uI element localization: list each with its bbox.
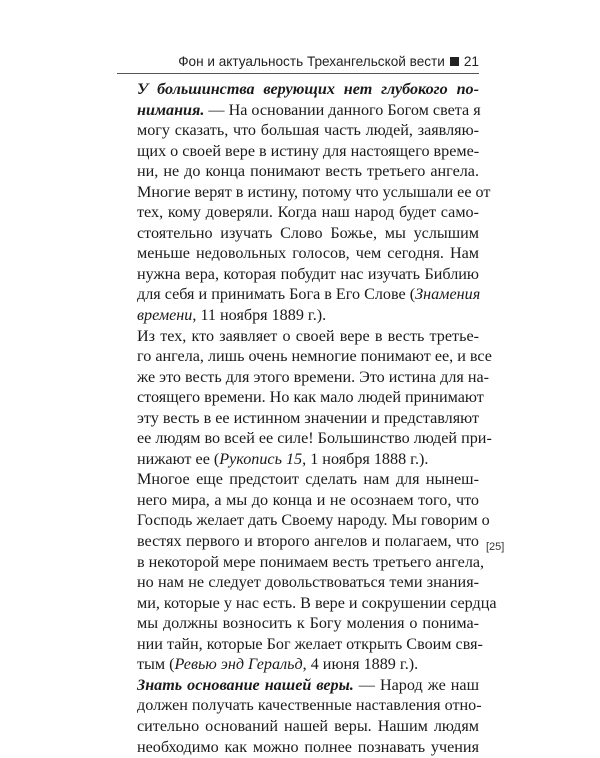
square-bullet-icon: [450, 57, 459, 66]
lead-phrase: Знать основание нашей веры.: [137, 677, 354, 694]
text-line: Многие верят в истину, потому что услышали ее от: [117, 183, 479, 204]
text-line: стоятельно изучать Слово Божье, мы услышим: [117, 224, 479, 245]
running-head: [117, 50, 479, 72]
text-line: должен получать качественные наставления отно-: [117, 696, 479, 717]
paragraph-3: [117, 470, 479, 675]
text-line: нии тайн, которые Бог желает открыть Своим свя-: [117, 635, 479, 656]
text-line: тым (Ревью энд Геральд, 4 июня 1889 г.).: [117, 655, 479, 676]
text-line: Господь желает дать Своему народу. Мы говорим о: [117, 511, 479, 532]
text-line: Знать основание нашей веры. — Народ же наш: [117, 676, 479, 697]
text-line: в некоторой мере понимаем весть третьего ангела,: [117, 553, 479, 574]
lead-phrase: нимания.: [137, 102, 204, 119]
margin-page-reference: [25]: [486, 541, 504, 553]
lead-phrase: У большинства верующих нет глубокого по-: [137, 81, 479, 98]
paragraph-4: [117, 676, 479, 758]
text-line: времени, 11 ноября 1889 г.).: [117, 306, 479, 327]
running-head-title: Фон и актуальность Трехангельской вести: [178, 54, 445, 69]
source-title: времени: [137, 307, 192, 324]
text-line: меньше недовольных голосов, чем сегодня. Нам: [117, 244, 479, 265]
text-line: нижают ее (Рукопись 15, 1 ноября 1888 г.).: [117, 450, 479, 471]
text-line: ее людям во всей ее силе! Большинство людей при-: [117, 429, 479, 450]
source-title: Ревью энд Геральд: [175, 656, 303, 673]
text-line: нимания. — На основании данного Богом света я: [117, 101, 479, 122]
text-line: же это весть для этого времени. Это истина для на-: [117, 368, 479, 389]
text-line: него мира, а мы до конца и не осознаем того, что: [117, 491, 479, 512]
text-line: эту весть в ее истинном значении и представляют: [117, 409, 479, 430]
page-number: 21: [464, 54, 479, 69]
text-line: Из тех, кто заявляет о своей вере в весть третье-: [117, 327, 479, 348]
text-line: ни, не до конца понимают весть третьего ангела.: [117, 162, 479, 183]
text-line: ми, которые у нас есть. В вере и сокрушении сердца: [117, 594, 479, 615]
text-line: но нам не следует довольствоваться теми знания-: [117, 573, 479, 594]
text-line: нужна вера, которая побудит нас изучать Библию: [117, 265, 479, 286]
text-line: щих о своей вере в истину для настоящего време-: [117, 142, 479, 163]
paragraph-1: [117, 80, 479, 327]
source-title: Знамения: [415, 286, 480, 303]
text-line: Многое еще предстоит сделать нам для нынеш-: [117, 470, 479, 491]
text-line: необходимо как можно полнее познавать учения: [117, 738, 479, 758]
paragraph-2: [117, 327, 479, 471]
text-line: для себя и принимать Бога в Его Слове (Знамения: [117, 285, 479, 306]
text-line: тех, кому доверяли. Когда наш народ будет само-: [117, 203, 479, 224]
text-line: вестях первого и второго ангелов и полагаем, что: [117, 532, 479, 553]
text-line: сительно оснований нашей веры. Нашим людям: [117, 717, 479, 738]
text-line: мы должны возносить к Богу моления о понима-: [117, 614, 479, 635]
source-title: Рукопись 15: [219, 451, 302, 468]
body-text: [117, 80, 479, 758]
header-rule: [117, 73, 479, 74]
text-line: [117, 80, 479, 101]
text-line: стоящего времени. Но как мало людей принимают: [117, 388, 479, 409]
text-line: могу сказать, что большая часть людей, заявляю-: [117, 121, 479, 142]
text-line: го ангела, лишь очень немногие понимают ее, и все: [117, 347, 479, 368]
